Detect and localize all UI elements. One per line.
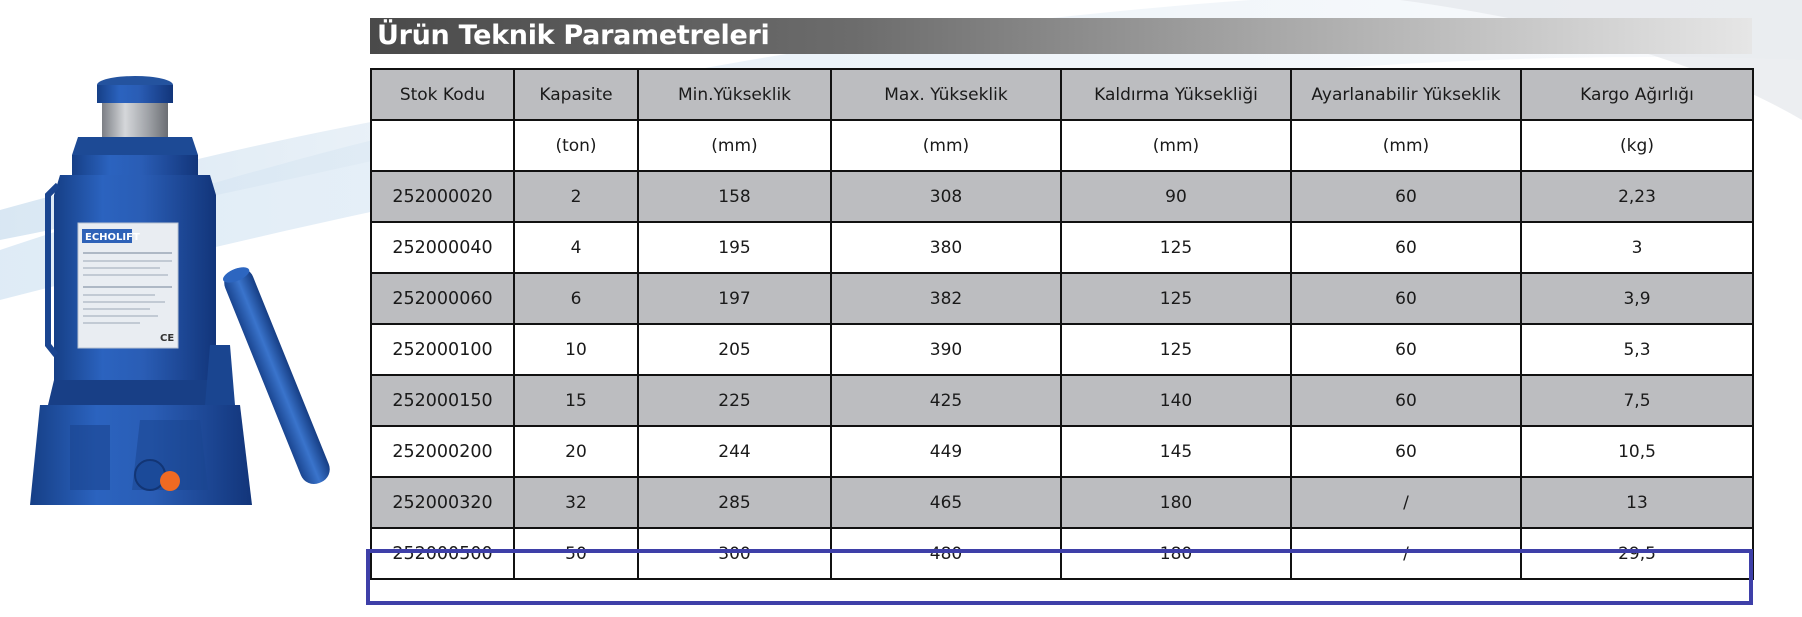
column-header-min-height: Min.Yükseklik [638, 69, 831, 120]
table-cell: 6 [514, 273, 638, 324]
column-header-cargo-weight: Kargo Ağırlığı [1521, 69, 1753, 120]
table-cell: 60 [1291, 324, 1521, 375]
table-cell: 10,5 [1521, 426, 1753, 477]
table-cell: 145 [1061, 426, 1291, 477]
release-valve-icon [160, 471, 180, 491]
table-cell: 32 [514, 477, 638, 528]
table-cell: 90 [1061, 171, 1291, 222]
bottle-jack-image [30, 75, 350, 545]
unit-cell: (ton) [514, 120, 638, 171]
table-header-row [371, 69, 1753, 120]
table-cell: 20 [514, 426, 638, 477]
table-cell: 425 [831, 375, 1061, 426]
unit-cell: (mm) [1061, 120, 1291, 171]
table-cell: 125 [1061, 324, 1291, 375]
table-cell: 50 [514, 528, 638, 579]
table-cell: 125 [1061, 273, 1291, 324]
column-header-adjustable-height: Ayarlanabilir Yükseklik [1291, 69, 1521, 120]
table-cell: 244 [638, 426, 831, 477]
table-cell: 5,3 [1521, 324, 1753, 375]
table-cell: 300 [638, 528, 831, 579]
column-header-lift-height: Kaldırma Yüksekliği [1061, 69, 1291, 120]
brand-label: ECHOLIFT [85, 232, 140, 243]
table-cell: 60 [1291, 222, 1521, 273]
table-cell: 60 [1291, 426, 1521, 477]
table-cell: 10 [514, 324, 638, 375]
stock-code-cell: 252000150 [371, 375, 514, 426]
unit-cell: (mm) [638, 120, 831, 171]
unit-cell [371, 120, 514, 171]
table-cell: 225 [638, 375, 831, 426]
table-cell: 3,9 [1521, 273, 1753, 324]
table-cell: 195 [638, 222, 831, 273]
table-row [371, 477, 1753, 528]
table-row [371, 222, 1753, 273]
table-cell: 7,5 [1521, 375, 1753, 426]
table-row [371, 171, 1753, 222]
table-cell: 125 [1061, 222, 1291, 273]
stock-code-cell: 252000200 [371, 426, 514, 477]
section-title: Ürün Teknik Parametreleri [377, 20, 770, 51]
table-row-highlighted [371, 528, 1753, 579]
section-title-bar [370, 18, 1752, 54]
table-units-row [371, 120, 1753, 171]
table-cell: 4 [514, 222, 638, 273]
table-cell: 60 [1291, 273, 1521, 324]
table-cell: 380 [831, 222, 1061, 273]
stock-code-cell: 252000100 [371, 324, 514, 375]
stock-code-cell: 252000500 [371, 528, 514, 579]
unit-cell: (mm) [1291, 120, 1521, 171]
table-cell: 308 [831, 171, 1061, 222]
table-row [371, 426, 1753, 477]
table-cell: 2 [514, 171, 638, 222]
table-cell: 180 [1061, 528, 1291, 579]
table-cell: 2,23 [1521, 171, 1753, 222]
table-cell: 158 [638, 171, 831, 222]
spec-table [370, 68, 1754, 580]
table-cell: 390 [831, 324, 1061, 375]
table-cell: 140 [1061, 375, 1291, 426]
unit-cell: (mm) [831, 120, 1061, 171]
table-cell: 197 [638, 273, 831, 324]
table-cell: 29,5 [1521, 528, 1753, 579]
table-cell: 382 [831, 273, 1061, 324]
column-header-max-height: Max. Yükseklik [831, 69, 1061, 120]
stock-code-cell: 252000060 [371, 273, 514, 324]
column-header-stock-code: Stok Kodu [371, 69, 514, 120]
table-cell: 13 [1521, 477, 1753, 528]
table-cell: 449 [831, 426, 1061, 477]
table-cell: / [1291, 528, 1521, 579]
table-cell: 60 [1291, 375, 1521, 426]
column-header-capacity: Kapasite [514, 69, 638, 120]
table-cell: 15 [514, 375, 638, 426]
table-cell: 205 [638, 324, 831, 375]
unit-cell: (kg) [1521, 120, 1753, 171]
ce-mark: CE [160, 333, 175, 344]
table-cell: 60 [1291, 171, 1521, 222]
stock-code-cell: 252000020 [371, 171, 514, 222]
table-row [371, 375, 1753, 426]
table-cell: / [1291, 477, 1521, 528]
stock-code-cell: 252000320 [371, 477, 514, 528]
table-row [371, 273, 1753, 324]
table-cell: 180 [1061, 477, 1291, 528]
table-row [371, 324, 1753, 375]
table-cell: 465 [831, 477, 1061, 528]
table-cell: 3 [1521, 222, 1753, 273]
table-cell: 285 [638, 477, 831, 528]
stock-code-cell: 252000040 [371, 222, 514, 273]
table-cell: 480 [831, 528, 1061, 579]
